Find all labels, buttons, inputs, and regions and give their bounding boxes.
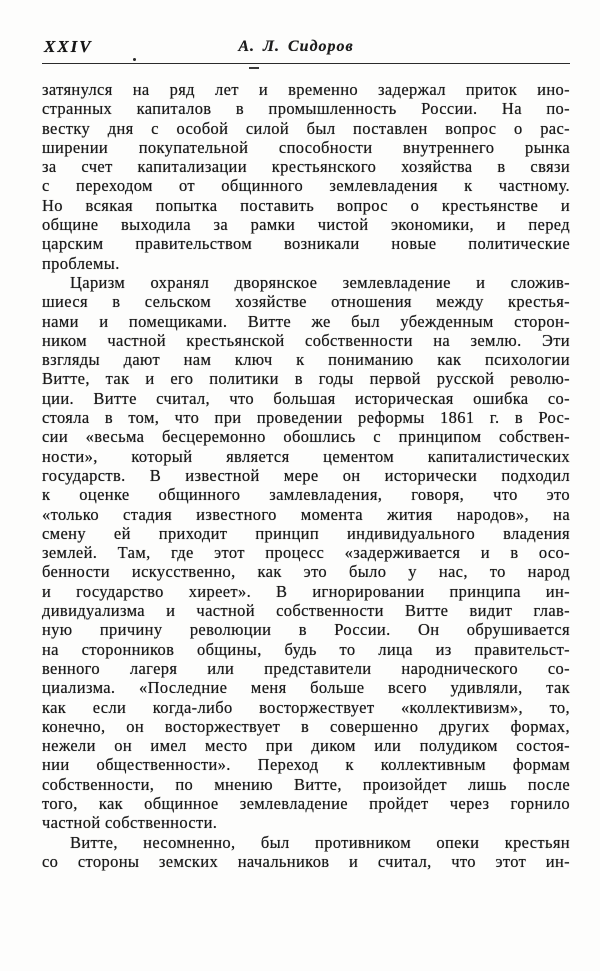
scan-dash-artifact bbox=[249, 67, 259, 69]
text-line: ности», который является цементом капиталистических bbox=[42, 446, 570, 466]
text-line: за счет капитализации крестьянского хозяйства в связи bbox=[42, 157, 570, 177]
text-line: собственности, по мнению Витте, произойдет лишь после bbox=[42, 774, 570, 794]
running-head bbox=[42, 37, 570, 59]
text-line: взгляды дают нам ключ к пониманию как психологии bbox=[42, 350, 570, 370]
text-line: с переходом от общинного землевладения к частному. bbox=[42, 176, 570, 196]
text-line: вестку дня с особой силой был поставлен вопрос о рас- bbox=[42, 118, 570, 138]
text-line: и государство хиреет». В игнорировании принципа ин- bbox=[42, 581, 570, 601]
text-line: нии общественности». Переход к коллективным формам bbox=[42, 755, 570, 775]
scan-dot-artifact bbox=[133, 58, 136, 61]
text-line: нежели он имел место при диком или полудиком состоя- bbox=[42, 736, 570, 756]
text-line: Царизм охранял дворянское землевладение и сложив- bbox=[70, 272, 570, 292]
text-line: конечно, он восторжествует в совершенно других формах, bbox=[42, 716, 570, 736]
text-line: циализма. «Последние меня больше всего удивляли, так bbox=[42, 678, 570, 698]
text-line: венного лагеря или представители народнического со- bbox=[42, 658, 570, 678]
text-line: царским правительством возникали новые политические bbox=[42, 234, 570, 254]
text-line: Витте, несомненно, был противником опеки крестьян bbox=[70, 832, 570, 852]
text-line: шиеся в сельском хозяйстве отношения между крестья- bbox=[42, 292, 570, 312]
text-line: смену ей приходит принцип индивидуального владения bbox=[42, 523, 570, 543]
text-line: сии «весьма бесцеремонно обошлись с принципом собствен- bbox=[42, 427, 570, 447]
author-name: А. Л. Сидоров bbox=[238, 38, 354, 55]
text-line: на сторонников общины, будь то лица из правительст- bbox=[42, 639, 570, 659]
header-rule bbox=[42, 63, 570, 64]
text-line: как если когда-либо восторжествует «коллективизм», то, bbox=[42, 697, 570, 717]
text-line: общине выходила за рамки чистой экономики, и перед bbox=[42, 215, 570, 235]
text-line: частной собственности. bbox=[42, 813, 218, 833]
text-line: бенности искусственно, как это было у нас, то народ bbox=[42, 562, 570, 582]
text-line: стояла в том, что при проведении реформы 1861 г. в Рос- bbox=[42, 408, 570, 428]
text-line: того, как общинное землевладение пройдет через горнило bbox=[42, 793, 570, 813]
text-line: дивидуализма и частной собственности Витте видит глав- bbox=[42, 601, 570, 621]
text-line: ширении покупательной способности внутреннего рынка bbox=[42, 137, 570, 157]
text-line: нами и помещиками. Витте же был убежденным сторон- bbox=[42, 311, 570, 331]
text-line: «только стадия известного момента жития народов», на bbox=[42, 504, 570, 524]
text-line: Витте, так и его политики в годы первой русской револю- bbox=[42, 369, 570, 389]
text-line: ную причину революции в России. Он обрушивается bbox=[42, 620, 570, 640]
page-number: XXIV bbox=[44, 37, 93, 56]
text-line: землей. Там, где этот процесс «задерживается и в осо- bbox=[42, 543, 570, 563]
text-line: ции. Витте считал, что большая историческая ошибка со- bbox=[42, 388, 570, 408]
text-line: проблемы. bbox=[42, 253, 120, 273]
body-text bbox=[42, 80, 570, 871]
text-line: Но всякая попытка поставить вопрос о крестьянстве и bbox=[42, 195, 570, 215]
text-line: странных капиталов в промышленность России. На по- bbox=[42, 99, 570, 119]
text-line: ником частной крестьянской собственности на землю. Эти bbox=[42, 330, 570, 350]
text-line: к оценке общинного замлевладения, говоря, что это bbox=[42, 485, 570, 505]
text-line: со стороны земских начальников и считал, что этот ин- bbox=[42, 851, 570, 871]
text-line: затянулся на ряд лет и временно задержал приток ино- bbox=[42, 80, 570, 99]
text-line: государств. В известной мере он исторически подходил bbox=[42, 465, 570, 485]
